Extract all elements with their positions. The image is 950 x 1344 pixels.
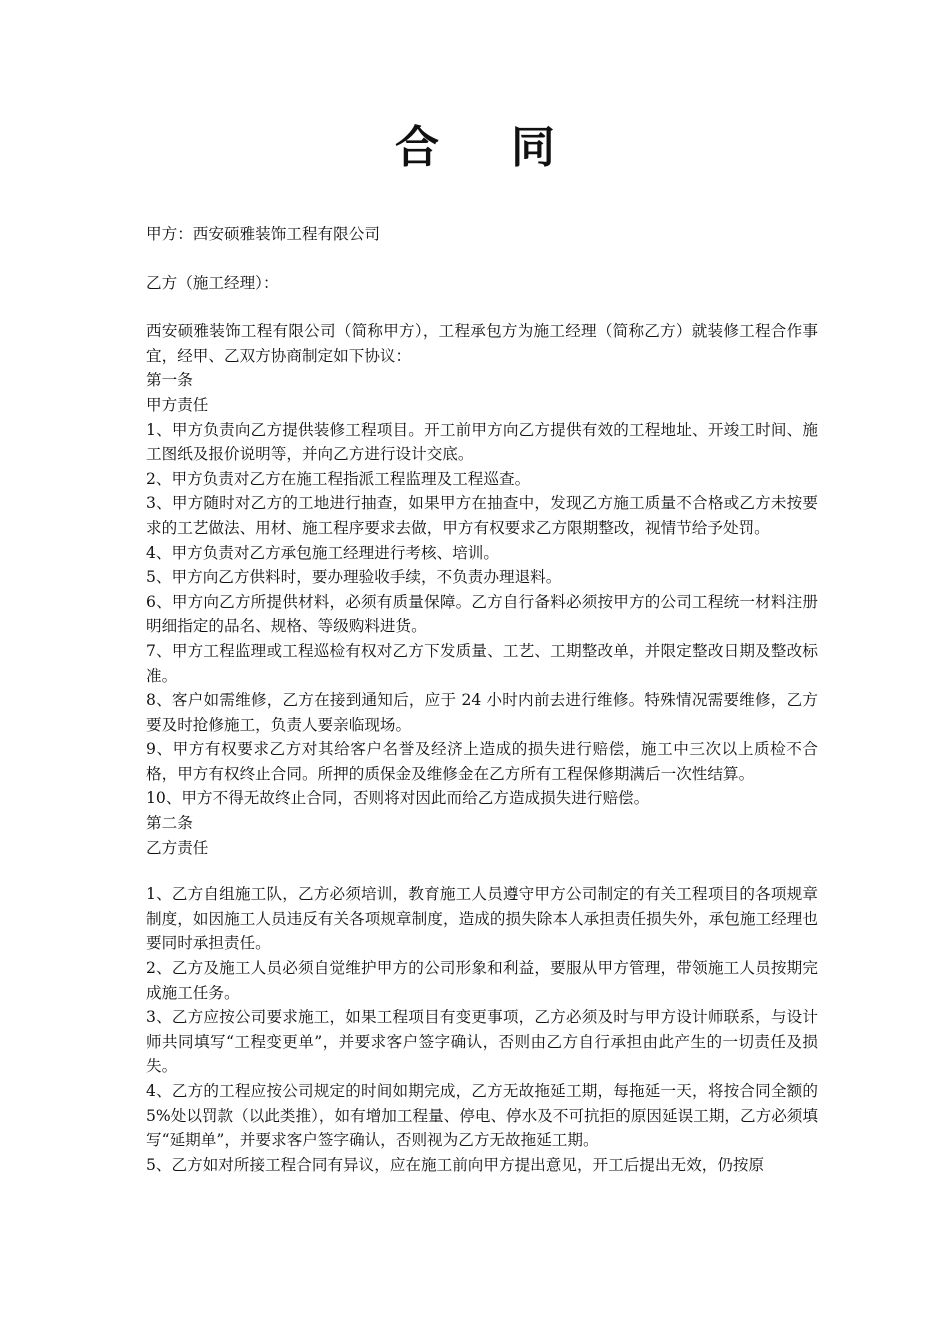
party-a-line: 甲方：西安硕雅装饰工程有限公司 (146, 225, 380, 243)
party-b-line: 乙方（施工经理）： (146, 273, 279, 292)
article-2-item: 5、乙方如对所接工程合同有异议，应在施工前向甲方提出意见，开工后提出无效，仍按原 (146, 1155, 765, 1174)
article-1-item: 9、甲方有权要求乙方对其给客户名誉及经济上造成的损失进行赔偿，施工中三次以上质检不合格，甲方有权终止合同。所押的质保金及维修金在乙方所有工程保修期满后一次性结算。 (146, 740, 818, 783)
article-1-item: 1、甲方负责向乙方提供装修工程项目。开工前甲方向乙方提供有效的工程地址、开竣工时间、施工图纸及报价说明等，并向乙方进行设计交底。 (146, 420, 818, 464)
article-2-subheading: 乙方责任 (146, 838, 209, 857)
document-body (146, 222, 818, 1177)
article-1-item: 7、甲方工程监理或工程巡检有权对乙方下发质量、工艺、工期整改单，并限定整改日期及整改标准。 (146, 641, 818, 685)
article-2-item: 4、乙方的工程应按公司规定的时间如期完成，乙方无故拖延工期，每拖延一天，将按合同全额的 5%处以罚款（以此类推），如有增加工程量、停电、停水及不可抗拒的原因延误工期，乙方必须填写“延期单”，并要求客户签字确认，否则视为乙方无故拖延工期。 (146, 1082, 818, 1150)
article-2-heading: 第二条 (146, 814, 193, 833)
article-1-subheading: 甲方责任 (146, 395, 209, 414)
page-title: 合同 (395, 122, 627, 173)
article-2-item: 2、乙方及施工人员必须自觉维护甲方的公司形象和利益，要服从甲方管理，带领施工人员按期完成施工任务。 (146, 959, 818, 1002)
article-1-item: 4、甲方负责对乙方承包施工经理进行考核、培训。 (146, 543, 499, 562)
article-1-item: 8、客户如需维修，乙方在接到通知后，应于 24 小时内前去进行维修。特殊情况需要维修，乙方要及时抢修施工，负责人要亲临现场。 (146, 691, 818, 734)
intro-paragraph: 西安硕雅装饰工程有限公司（简称甲方），工程承包方为施工经理（简称乙方）就装修工程合作事宜，经甲、乙双方协商制定如下协议： (146, 322, 818, 365)
article-1-item: 10、甲方不得无故终止合同，否则将对因此而给乙方造成损失进行赔偿。 (146, 789, 650, 808)
article-2-item: 1、乙方自组施工队，乙方必须培训，教育施工人员遵守甲方公司制定的有关工程项目的各项规章制度，如因施工人员违反有关各项规章制度，造成的损失除本人承担责任损失外，承包施工经理也要同时承担责任。 (146, 885, 818, 953)
article-2-item: 3、乙方应按公司要求施工，如果工程项目有变更事项，乙方必须及时与甲方设计师联系，与设计师共同填写“工程变更单”，并要求客户签字确认，否则由乙方自行承担由此产生的一切责任及损失。 (146, 1008, 818, 1076)
article-1-item: 5、甲方向乙方供料时，要办理验收手续，不负责办理退料。 (146, 568, 562, 587)
article-1-heading: 第一条 (146, 371, 193, 390)
article-1-item: 2、甲方负责对乙方在施工程指派工程监理及工程巡查。 (146, 469, 531, 488)
article-1-item: 3、甲方随时对乙方的工地进行抽查，如果甲方在抽查中，发现乙方施工质量不合格或乙方未按要求的工艺做法、用材、施工程序要求去做，甲方有权要求乙方限期整改，视情节给予处罚。 (146, 494, 818, 537)
article-1-item: 6、甲方向乙方所提供材料，必须有质量保障。乙方自行备料必须按甲方的公司工程统一材料注册明细指定的品名、规格、等级购料进货。 (146, 592, 818, 636)
